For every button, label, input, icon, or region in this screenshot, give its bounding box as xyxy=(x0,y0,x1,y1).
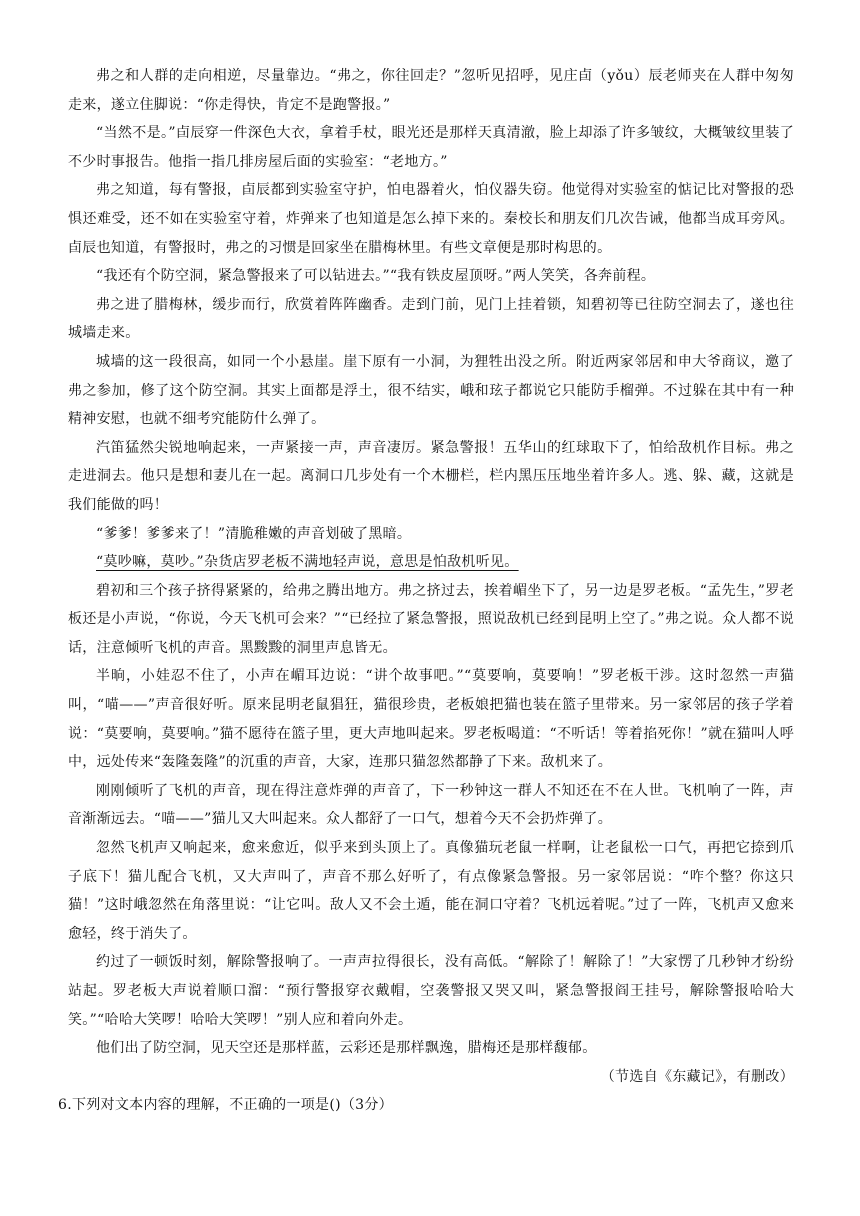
paragraph-2: “当然不是。”卣辰穿一件深色大衣，拿着手杖，眼光还是那样天真清澈，脸上却添了许多皱纹，大概皱纹里装了不少时事报告。他指一指几排房屋后面的实验室：“老地方。” xyxy=(68,125,794,170)
paragraph-3: 弗之知道，每有警报，卣辰都到实验室守护，怕电器着火，怕仪器失窃。他觉得对实验室的惦记比对警报的恐惧还难受，还不如在实验室守着，炸弹来了也知道是怎么掉下来的。秦校长和朋友们几次告诫，他都当成耳旁风。卣辰也知道，有警报时，弗之的习惯是回家坐在腊梅林里。有些文章便是那时构思的。 xyxy=(68,182,794,256)
paragraph-15: 他们出了防空洞，见天空还是那样蓝，云彩还是那样飘逸，腊梅还是那样馥郁。 xyxy=(96,1040,597,1057)
underlined-sentence: “莫吵嘛，莫吵。”杂货店罗老板不满地轻声说，意思是怕敌机听见。 xyxy=(96,554,519,571)
paragraph-7: 汽笛猛然尖锐地响起来，一声紧接一声，声音凄厉。紧急警报！五华山的红球取下了，怕给敌机作目标。弗之走进洞去。他只是想和妻儿在一起。离洞口几步处有一个木栅栏，栏内黑压压地坐着许多人。逃、躲、藏，这就是我们能做的吗！ xyxy=(68,439,794,513)
paragraph-10: 碧初和三个孩子挤得紧紧的，给弗之腾出地方。弗之挤过去，挨着嵋坐下了，另一边是罗老板。“孟先生，”罗老板还是小声说，“你说，今天飞机可会来？”“已经拉了紧急警报，照说敌机已经到昆明上空了。”弗之说。众人都不说话，注意倾听飞机的声音。黑黢黢的洞里声息皆无。 xyxy=(68,582,794,656)
question-6: 6.下列对文本内容的理解，不正确的一项是()（3分） xyxy=(58,1097,393,1114)
paragraph-11: 半晌，小娃忍不住了，小声在嵋耳边说：“讲个故事吧。”“莫要响，莫要响！”罗老板干涉。这时忽然一声猫叫，“喵——”声音很好听。原来昆明老鼠猖狂，猫很珍贵，老板娘把猫也装在篮子里带来。另一家邻居的孩子学着说：“莫要响，莫要响。”猫不愿待在篮子里，更大声地叫起来。罗老板喝道：“不听话！等着掐死你！”就在猫叫人呼中，远处传来“轰隆轰隆”的沉重的声音，大家，连那只猫忽然都静了下来。敌机来了。 xyxy=(68,668,794,771)
paragraph-1: 弗之和人群的走向相逆，尽量靠边。“弗之，你往回走？”忽听见招呼，见庄卣（yǒu）辰老师夹在人群中匆匆走来，遂立住脚说：“你走得快，肯定不是跑警报。” xyxy=(68,68,794,113)
paragraph-12: 刚刚倾听了飞机的声音，现在得注意炸弹的声音了，下一秒钟这一群人不知还在不在人世。飞机响了一阵，声音渐渐远去。“喵——”猫儿又大叫起来。众人都舒了一口气，想着今天不会扔炸弹了。 xyxy=(68,782,794,828)
paragraph-9-underlined xyxy=(68,548,794,577)
paragraph-8: “爹爹！爹爹来了！”清脆稚嫩的声音划破了黑暗。 xyxy=(96,525,412,542)
source-note: （节选自《东藏记》，有删改） xyxy=(600,1068,794,1085)
paragraph-14: 约过了一顿饭时刻，解除警报响了。一声声拉得很长，没有高低。“解除了！解除了！”大家愣了几秒钟才纷纷站起。罗老板大声说着顺口溜：“预行警报穿衣戴帽，空袭警报又哭又叫，紧急警报阎王挂号，解除警报哈哈大笑。”“哈哈大笑啰！哈哈大笑啰！”别人应和着向外走。 xyxy=(68,954,794,1028)
paragraph-13: 忽然飞机声又响起来，愈来愈近，似乎来到头顶上了。真像猫玩老鼠一样啊，让老鼠松一口气，再把它捺到爪子底下！猫儿配合飞机，又大声叫了，声音不那么好听了，有点像紧急警报。另一家邻居说：“咋个整？你这只猫！”这时峨忽然在角落里说：“让它叫。敌人又不会土遁，能在洞口守着？飞机远着呢。”过了一阵，飞机声又愈来愈轻，终于消失了。 xyxy=(68,840,794,942)
paragraph-6: 城墙的这一段很高，如同一个小悬崖。崖下原有一小洞，为狸牲出没之所。附近两家邻居和申大爷商议，邀了弗之参加，修了这个防空洞。其实上面都是浮土，很不结实，峨和玹子都说它只能防手榴弹。不过躲在其中有一种精神安慰，也就不细考究能防什么弹了。 xyxy=(68,353,794,428)
paragraph-5: 弗之进了腊梅林，缓步而行，欣赏着阵阵幽香。走到门前，见门上挂着锁，知碧初等已往防空洞去了，遂也往城墙走来。 xyxy=(68,296,794,342)
paragraph-4: “我还有个防空洞，紧急警报来了可以钻进去。”“我有铁皮屋顶呀。”两人笑笑，各奔前程。 xyxy=(96,268,656,285)
